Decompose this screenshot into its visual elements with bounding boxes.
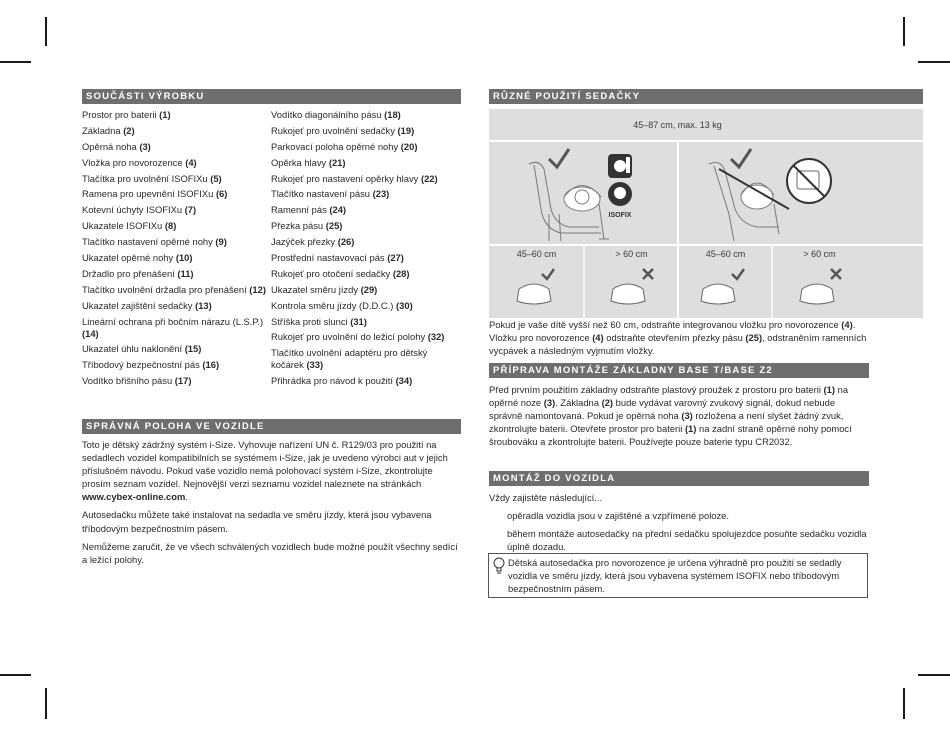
uses-paragraph: Pokud je vaše dítě vyšší než 60 cm, odstraňte integrovanou vložku pro novorozence (4). Vložku pro novorozence (4) odstraňte otevřením přezky pásu (25), odstraněním ramenních vycpávek a následným vyjmutím vložky. bbox=[489, 319, 867, 357]
part-item: Ramenní pás (24) bbox=[271, 204, 347, 216]
part-item: Kontrola směru jízdy (D.D.C.) (30) bbox=[271, 299, 413, 311]
part-item: Tlačítko uvolnění držadla pro přenášení (12) bbox=[82, 283, 266, 295]
crop-mark bbox=[918, 674, 950, 676]
part-item: Tlačítko nastavení opěrné nohy (9) bbox=[82, 236, 227, 248]
part-item: Vodítko diagonálního pásu (18) bbox=[271, 109, 401, 120]
infant-insert-icons bbox=[517, 284, 834, 304]
part-item: Vložka pro novorozence (4) bbox=[82, 156, 197, 168]
part-item: Opěrná noha (3) bbox=[82, 140, 151, 152]
part-item: Ukazatel směru jízdy (29) bbox=[271, 283, 378, 295]
info-note bbox=[488, 553, 868, 598]
part-item: Prostor pro baterii (1) bbox=[82, 109, 171, 120]
crop-mark bbox=[918, 61, 950, 63]
part-item: Rukojeť pro uvolnění sedačky (19) bbox=[271, 124, 415, 136]
size-label: 45–60 cm bbox=[516, 249, 557, 259]
part-item: Držadlo pro přenášení (11) bbox=[82, 267, 194, 279]
part-item: Rukojeť pro otočení sedačky (28) bbox=[271, 267, 410, 279]
note-text: Dětská autosedačka pro novorozence je určena výhradně pro použití se sedadly vozidla ve směru jízdy, která jsou vybavena systémem ISOFIX nebo tříbodovým bezpečnostním pásem. bbox=[508, 557, 842, 595]
part-item: Tlačítko uvolnění adaptéru pro dětský kočárek (33) bbox=[271, 347, 428, 371]
part-item: Tlačítko nastavení pásu (23) bbox=[271, 188, 390, 200]
position-paragraph-1: Toto je dětský zádržný systém i-Size. Vyhovuje nařízení UN č. R129/03 pro použití na sedadlech vozidel kompatibilních se systémem i-Size, jak je uvedeno výrobci aut v jejich příslušném návodu. Pokud vaše vozidlo nemá polohovací systém i-Size, zkontrolujte prosím seznam vozidel. Nejnovější verzi seznamu vozidel naleznete na stránkách www.cybex-online.com. bbox=[82, 439, 448, 503]
part-item: Rukojeť pro nastavení opěrky hlavy (22) bbox=[271, 172, 438, 184]
diagram-size-label: 45–87 cm, max. 13 kg bbox=[633, 120, 722, 130]
isofix-logo-text: ISOFIX bbox=[608, 212, 632, 219]
part-item: Tříbodový bezpečnostní pás (16) bbox=[82, 359, 220, 371]
crop-mark bbox=[45, 17, 47, 46]
check-icon bbox=[732, 269, 744, 279]
size-label: 45–60 cm bbox=[705, 249, 746, 259]
part-item: Ukazatel opěrné nohy (10) bbox=[82, 252, 193, 264]
crop-mark bbox=[903, 17, 905, 46]
uses-section-header: RŮZNÉ POUŽITÍ SEDAČKY bbox=[489, 89, 923, 104]
position-paragraph-3: Nemůžeme zaručit, že ve všech schválených vozidlech bude možné použít všechny sedící a ležící polohy. bbox=[82, 540, 458, 565]
cross-icon bbox=[643, 269, 653, 279]
part-item: Přihrádka pro návod k použití (34) bbox=[271, 375, 413, 387]
crop-mark bbox=[0, 61, 31, 63]
crop-mark bbox=[903, 688, 905, 719]
part-item: Parkovací poloha opěrné nohy (20) bbox=[271, 140, 418, 152]
position-paragraph-2: Autosedačku můžete také instalovat na sedadla ve směru jízdy, která jsou vybavena tříbodovým bezpečnostním pásem. bbox=[82, 509, 432, 534]
part-item: Prostřední nastavovací pás (27) bbox=[271, 252, 404, 264]
part-item: Tlačítka pro uvolnění ISOFIXu (5) bbox=[82, 172, 222, 184]
size-label: > 60 cm bbox=[803, 249, 836, 259]
mount-intro: Vždy zajistěte následující... bbox=[489, 492, 603, 503]
cross-icon bbox=[831, 269, 841, 279]
part-item: Přezka pásu (25) bbox=[271, 220, 343, 232]
mount-text bbox=[489, 491, 869, 558]
uses-text bbox=[489, 318, 869, 362]
base-text bbox=[489, 383, 869, 453]
part-item: Ukazatel zajištění sedačky (13) bbox=[82, 299, 212, 311]
part-item: Základna (2) bbox=[82, 124, 135, 136]
website-link[interactable]: www.cybex-online.com bbox=[82, 491, 186, 503]
base-paragraph: Před prvním použitím základny odstraňte plastový proužek z prostoru pro baterii (1) na opěrné noze (3). Základna (2) bude vydávat varovný zvukový signál, dokud nebude správně namontovaná. Pokud je opěrná noha (3) rozložena a není slyšet žádný zvuk, zkontrolujte baterii. Otevřete prostor pro baterii (1) na zadní straně opěrné nohy pomocí šroubováku a zkontrolujte baterii. Používejte pouze baterie typu CR2032. bbox=[489, 384, 852, 448]
mount-item-2: během montáže autosedačky na přední sedačku spolujezdce posuňte sedačku vozidla úplně dozadu. bbox=[507, 528, 867, 553]
position-section-header: SPRÁVNÁ POLOHA VE VOZIDLE bbox=[82, 419, 461, 434]
check-icon bbox=[542, 269, 554, 279]
mount-section-header: MONTÁŽ DO VOZIDLA bbox=[489, 471, 869, 486]
parts-list-col1 bbox=[82, 109, 268, 391]
mount-item-1: opěradla vozidla jsou v zajištěné a vzpřímené poloze. bbox=[507, 510, 730, 522]
part-item: Jazýček přezky (26) bbox=[271, 236, 355, 248]
usage-diagram bbox=[489, 109, 923, 318]
crop-mark bbox=[0, 674, 31, 676]
lightbulb-icon bbox=[492, 557, 506, 575]
parts-list-col2 bbox=[271, 109, 461, 391]
position-text bbox=[82, 438, 462, 571]
part-item: Lineární ochrana při bočním nárazu (L.S.P.) (14) bbox=[82, 315, 264, 339]
part-item: Ukazatele ISOFIXu (8) bbox=[82, 220, 177, 232]
insert-symbols bbox=[489, 109, 923, 318]
part-item: Opěrka hlavy (21) bbox=[271, 156, 346, 168]
part-item: Ukazatel úhlu naklonění (15) bbox=[82, 343, 202, 355]
part-item: Stříška proti slunci (31) bbox=[271, 315, 367, 327]
base-section-header: PŘÍPRAVA MONTÁŽE ZÁKLADNY BASE T/BASE Z2 bbox=[489, 363, 869, 378]
part-item: Rukojeť pro uvolnění do ležicí polohy (32) bbox=[271, 331, 445, 343]
size-label: > 60 cm bbox=[615, 249, 648, 259]
parts-section-header: SOUČÁSTI VÝROBKU bbox=[82, 89, 461, 104]
part-item: Kotevní úchyty ISOFIXu (7) bbox=[82, 204, 197, 216]
part-item: Vodítko břišního pásu (17) bbox=[82, 375, 192, 387]
part-item: Ramena pro upevnění ISOFIXu (6) bbox=[82, 188, 228, 200]
crop-mark bbox=[45, 688, 47, 719]
